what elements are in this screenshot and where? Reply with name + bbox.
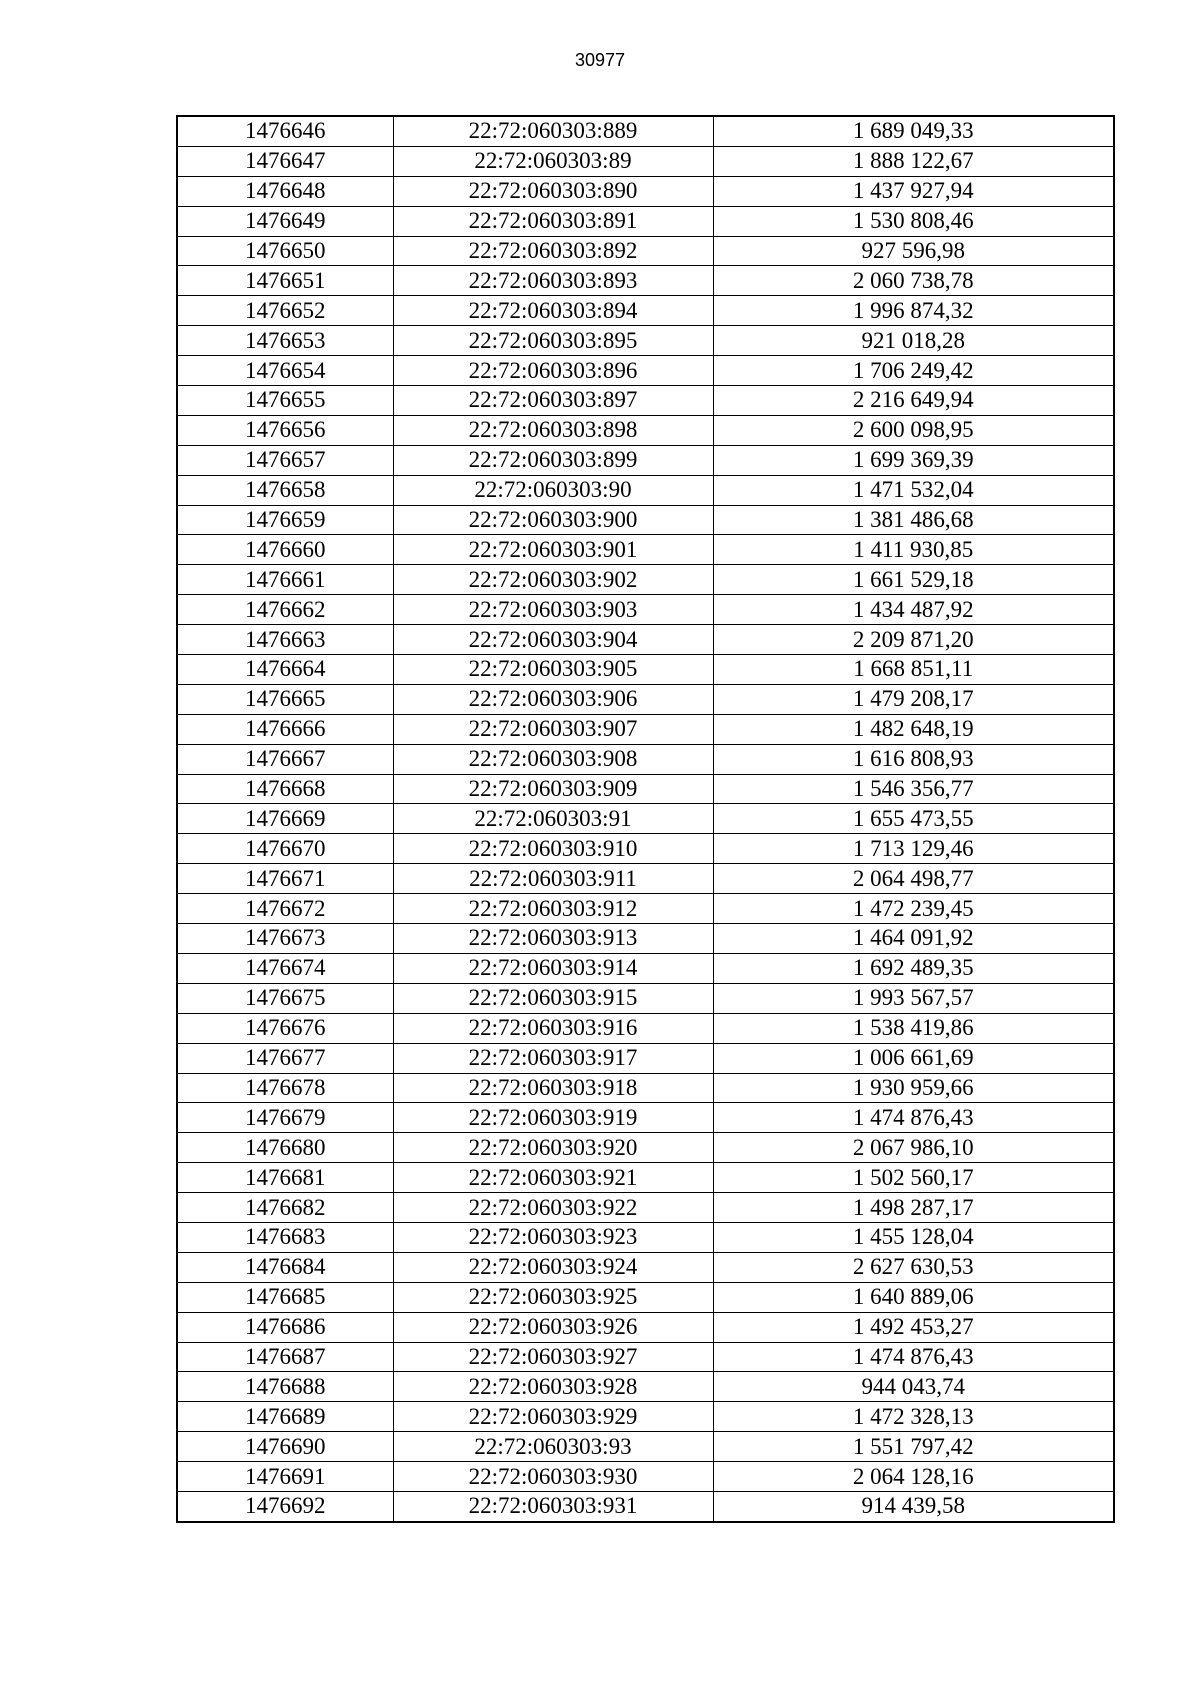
row-number-cell: 1476675 bbox=[177, 983, 393, 1013]
row-number-cell: 1476646 bbox=[177, 116, 393, 146]
cadastral-value-cell: 2 600 098,95 bbox=[713, 415, 1114, 445]
cadastral-value-cell: 1 689 049,33 bbox=[713, 116, 1114, 146]
row-number-cell: 1476679 bbox=[177, 1103, 393, 1133]
cadastral-number-cell: 22:72:060303:927 bbox=[393, 1342, 713, 1372]
row-number-cell: 1476651 bbox=[177, 266, 393, 296]
cadastral-number-cell: 22:72:060303:904 bbox=[393, 625, 713, 655]
row-number-cell: 1476676 bbox=[177, 1013, 393, 1043]
cadastral-value-cell: 1 996 874,32 bbox=[713, 296, 1114, 326]
cadastral-number-cell: 22:72:060303:920 bbox=[393, 1133, 713, 1163]
cadastral-value-cell: 1 464 091,92 bbox=[713, 924, 1114, 954]
cadastral-value-cell: 921 018,28 bbox=[713, 326, 1114, 356]
row-number-cell: 1476682 bbox=[177, 1193, 393, 1223]
table-row bbox=[177, 1013, 1114, 1043]
cadastral-number-cell: 22:72:060303:907 bbox=[393, 714, 713, 744]
table-row bbox=[177, 1282, 1114, 1312]
cadastral-value-cell: 1 474 876,43 bbox=[713, 1342, 1114, 1372]
cadastral-number-cell: 22:72:060303:892 bbox=[393, 236, 713, 266]
cadastral-value-cell: 1 437 927,94 bbox=[713, 176, 1114, 206]
cadastral-value-cell: 1 699 369,39 bbox=[713, 445, 1114, 475]
table-row bbox=[177, 774, 1114, 804]
cadastral-number-cell: 22:72:060303:908 bbox=[393, 744, 713, 774]
table-row bbox=[177, 386, 1114, 416]
table-row bbox=[177, 116, 1114, 146]
table-row bbox=[177, 266, 1114, 296]
row-number-cell: 1476667 bbox=[177, 744, 393, 774]
table-row bbox=[177, 475, 1114, 505]
row-number-cell: 1476655 bbox=[177, 386, 393, 416]
row-number-cell: 1476659 bbox=[177, 505, 393, 535]
cadastral-number-cell: 22:72:060303:894 bbox=[393, 296, 713, 326]
cadastral-number-cell: 22:72:060303:90 bbox=[393, 475, 713, 505]
row-number-cell: 1476660 bbox=[177, 535, 393, 565]
row-number-cell: 1476692 bbox=[177, 1491, 393, 1521]
cadastral-value-cell: 1 616 808,93 bbox=[713, 744, 1114, 774]
cadastral-number-cell: 22:72:060303:921 bbox=[393, 1163, 713, 1193]
row-number-cell: 1476649 bbox=[177, 206, 393, 236]
row-number-cell: 1476686 bbox=[177, 1312, 393, 1342]
cadastral-value-cell: 2 067 986,10 bbox=[713, 1133, 1114, 1163]
cadastral-number-cell: 22:72:060303:917 bbox=[393, 1043, 713, 1073]
table-row bbox=[177, 1402, 1114, 1432]
table-row bbox=[177, 1462, 1114, 1492]
cadastral-value-cell: 2 216 649,94 bbox=[713, 386, 1114, 416]
cadastral-value-cell: 1 502 560,17 bbox=[713, 1163, 1114, 1193]
table-row bbox=[177, 565, 1114, 595]
cadastral-number-cell: 22:72:060303:898 bbox=[393, 415, 713, 445]
row-number-cell: 1476663 bbox=[177, 625, 393, 655]
table-row bbox=[177, 296, 1114, 326]
row-number-cell: 1476691 bbox=[177, 1462, 393, 1492]
page-number: 30977 bbox=[574, 50, 626, 70]
cadastral-number-cell: 22:72:060303:897 bbox=[393, 386, 713, 416]
table-row bbox=[177, 146, 1114, 176]
table-row bbox=[177, 356, 1114, 386]
cadastral-number-cell: 22:72:060303:89 bbox=[393, 146, 713, 176]
cadastral-number-cell: 22:72:060303:896 bbox=[393, 356, 713, 386]
row-number-cell: 1476654 bbox=[177, 356, 393, 386]
cadastral-number-cell: 22:72:060303:901 bbox=[393, 535, 713, 565]
table-row bbox=[177, 684, 1114, 714]
table-row bbox=[177, 206, 1114, 236]
row-number-cell: 1476672 bbox=[177, 894, 393, 924]
cadastral-number-cell: 22:72:060303:889 bbox=[393, 116, 713, 146]
cadastral-number-cell: 22:72:060303:924 bbox=[393, 1252, 713, 1282]
cadastral-value-cell: 944 043,74 bbox=[713, 1372, 1114, 1402]
cadastral-value-cell: 1 706 249,42 bbox=[713, 356, 1114, 386]
row-number-cell: 1476689 bbox=[177, 1402, 393, 1432]
row-number-cell: 1476648 bbox=[177, 176, 393, 206]
cadastral-value-cell: 1 546 356,77 bbox=[713, 774, 1114, 804]
row-number-cell: 1476647 bbox=[177, 146, 393, 176]
cadastral-value-cell: 1 474 876,43 bbox=[713, 1103, 1114, 1133]
table-row bbox=[177, 1163, 1114, 1193]
cadastral-value-cell: 1 479 208,17 bbox=[713, 684, 1114, 714]
cadastral-value-cell: 1 498 287,17 bbox=[713, 1193, 1114, 1223]
row-number-cell: 1476688 bbox=[177, 1372, 393, 1402]
row-number-cell: 1476673 bbox=[177, 924, 393, 954]
row-number-cell: 1476690 bbox=[177, 1432, 393, 1462]
cadastral-number-cell: 22:72:060303:930 bbox=[393, 1462, 713, 1492]
row-number-cell: 1476665 bbox=[177, 684, 393, 714]
table-row bbox=[177, 1222, 1114, 1252]
row-number-cell: 1476666 bbox=[177, 714, 393, 744]
row-number-cell: 1476678 bbox=[177, 1073, 393, 1103]
table-row bbox=[177, 445, 1114, 475]
cadastral-value-cell: 1 471 532,04 bbox=[713, 475, 1114, 505]
cadastral-value-cell: 1 492 453,27 bbox=[713, 1312, 1114, 1342]
table-row bbox=[177, 983, 1114, 1013]
cadastral-value-cell: 1 381 486,68 bbox=[713, 505, 1114, 535]
row-number-cell: 1476657 bbox=[177, 445, 393, 475]
row-number-cell: 1476671 bbox=[177, 864, 393, 894]
row-number-cell: 1476662 bbox=[177, 595, 393, 625]
row-number-cell: 1476674 bbox=[177, 953, 393, 983]
table-row bbox=[177, 804, 1114, 834]
table-row bbox=[177, 744, 1114, 774]
row-number-cell: 1476669 bbox=[177, 804, 393, 834]
cadastral-number-cell: 22:72:060303:910 bbox=[393, 834, 713, 864]
table-row bbox=[177, 834, 1114, 864]
row-number-cell: 1476652 bbox=[177, 296, 393, 326]
cadastral-number-cell: 22:72:060303:899 bbox=[393, 445, 713, 475]
cadastral-number-cell: 22:72:060303:931 bbox=[393, 1491, 713, 1521]
row-number-cell: 1476681 bbox=[177, 1163, 393, 1193]
cadastral-number-cell: 22:72:060303:91 bbox=[393, 804, 713, 834]
cadastral-value-cell: 1 930 959,66 bbox=[713, 1073, 1114, 1103]
cadastral-number-cell: 22:72:060303:895 bbox=[393, 326, 713, 356]
cadastral-value-cell: 1 551 797,42 bbox=[713, 1432, 1114, 1462]
cadastral-number-cell: 22:72:060303:890 bbox=[393, 176, 713, 206]
table-row bbox=[177, 326, 1114, 356]
cadastral-value-cell: 1 888 122,67 bbox=[713, 146, 1114, 176]
cadastral-number-cell: 22:72:060303:923 bbox=[393, 1222, 713, 1252]
table-row bbox=[177, 1193, 1114, 1223]
cadastral-value-cell: 1 713 129,46 bbox=[713, 834, 1114, 864]
table-row bbox=[177, 176, 1114, 206]
cadastral-number-cell: 22:72:060303:913 bbox=[393, 924, 713, 954]
cadastral-value-cell: 1 692 489,35 bbox=[713, 953, 1114, 983]
cadastral-number-cell: 22:72:060303:902 bbox=[393, 565, 713, 595]
row-number-cell: 1476680 bbox=[177, 1133, 393, 1163]
row-number-cell: 1476650 bbox=[177, 236, 393, 266]
cadastral-value-cell: 1 006 661,69 bbox=[713, 1043, 1114, 1073]
row-number-cell: 1476658 bbox=[177, 475, 393, 505]
cadastral-value-cell: 2 064 498,77 bbox=[713, 864, 1114, 894]
cadastral-value-cell: 2 064 128,16 bbox=[713, 1462, 1114, 1492]
table-row bbox=[177, 1312, 1114, 1342]
table-row bbox=[177, 1491, 1114, 1521]
cadastral-number-cell: 22:72:060303:928 bbox=[393, 1372, 713, 1402]
table-row bbox=[177, 924, 1114, 954]
cadastral-number-cell: 22:72:060303:918 bbox=[393, 1073, 713, 1103]
table-row bbox=[177, 1372, 1114, 1402]
cadastral-value-cell: 914 439,58 bbox=[713, 1491, 1114, 1521]
cadastral-number-cell: 22:72:060303:914 bbox=[393, 953, 713, 983]
row-number-cell: 1476683 bbox=[177, 1222, 393, 1252]
table-row bbox=[177, 1342, 1114, 1372]
table-body bbox=[177, 116, 1114, 1522]
cadastral-value-cell: 1 455 128,04 bbox=[713, 1222, 1114, 1252]
table-row bbox=[177, 1252, 1114, 1282]
row-number-cell: 1476677 bbox=[177, 1043, 393, 1073]
row-number-cell: 1476687 bbox=[177, 1342, 393, 1372]
cadastral-value-cell: 2 627 630,53 bbox=[713, 1252, 1114, 1282]
row-number-cell: 1476661 bbox=[177, 565, 393, 595]
row-number-cell: 1476670 bbox=[177, 834, 393, 864]
cadastral-number-cell: 22:72:060303:916 bbox=[393, 1013, 713, 1043]
cadastral-number-cell: 22:72:060303:915 bbox=[393, 983, 713, 1013]
table-row bbox=[177, 625, 1114, 655]
table-row bbox=[177, 864, 1114, 894]
cadastral-value-cell: 1 640 889,06 bbox=[713, 1282, 1114, 1312]
cadastral-value-cell: 1 482 648,19 bbox=[713, 714, 1114, 744]
cadastral-value-cell: 1 472 328,13 bbox=[713, 1402, 1114, 1432]
cadastral-value-cell: 1 434 487,92 bbox=[713, 595, 1114, 625]
cadastral-number-cell: 22:72:060303:925 bbox=[393, 1282, 713, 1312]
cadastral-number-cell: 22:72:060303:919 bbox=[393, 1103, 713, 1133]
table-row bbox=[177, 1432, 1114, 1462]
cadastral-number-cell: 22:72:060303:891 bbox=[393, 206, 713, 236]
cadastral-number-cell: 22:72:060303:900 bbox=[393, 505, 713, 535]
table-row bbox=[177, 953, 1114, 983]
cadastral-number-cell: 22:72:060303:929 bbox=[393, 1402, 713, 1432]
cadastral-value-cell: 1 530 808,46 bbox=[713, 206, 1114, 236]
cadastral-value-cell: 1 411 930,85 bbox=[713, 535, 1114, 565]
table-row bbox=[177, 535, 1114, 565]
table-row bbox=[177, 595, 1114, 625]
cadastral-value-cell: 1 655 473,55 bbox=[713, 804, 1114, 834]
table-row bbox=[177, 894, 1114, 924]
cadastral-value-cell: 2 209 871,20 bbox=[713, 625, 1114, 655]
cadastral-number-cell: 22:72:060303:909 bbox=[393, 774, 713, 804]
cadastral-value-cell: 2 060 738,78 bbox=[713, 266, 1114, 296]
row-number-cell: 1476664 bbox=[177, 655, 393, 685]
table-row bbox=[177, 505, 1114, 535]
cadastral-number-cell: 22:72:060303:906 bbox=[393, 684, 713, 714]
cadastral-value-cell: 1 472 239,45 bbox=[713, 894, 1114, 924]
table-row bbox=[177, 1133, 1114, 1163]
table-row bbox=[177, 714, 1114, 744]
row-number-cell: 1476668 bbox=[177, 774, 393, 804]
table-row bbox=[177, 655, 1114, 685]
table-row bbox=[177, 1043, 1114, 1073]
table-row bbox=[177, 1103, 1114, 1133]
cadastral-number-cell: 22:72:060303:903 bbox=[393, 595, 713, 625]
row-number-cell: 1476653 bbox=[177, 326, 393, 356]
cadastral-number-cell: 22:72:060303:893 bbox=[393, 266, 713, 296]
table-row bbox=[177, 1073, 1114, 1103]
cadastral-number-cell: 22:72:060303:912 bbox=[393, 894, 713, 924]
cadastral-number-cell: 22:72:060303:905 bbox=[393, 655, 713, 685]
cadastral-number-cell: 22:72:060303:93 bbox=[393, 1432, 713, 1462]
cadastral-number-cell: 22:72:060303:922 bbox=[393, 1193, 713, 1223]
cadastral-number-cell: 22:72:060303:911 bbox=[393, 864, 713, 894]
cadastral-value-cell: 1 993 567,57 bbox=[713, 983, 1114, 1013]
table-row bbox=[177, 415, 1114, 445]
cadastral-value-cell: 1 661 529,18 bbox=[713, 565, 1114, 595]
cadastral-value-cell: 1 668 851,11 bbox=[713, 655, 1114, 685]
row-number-cell: 1476684 bbox=[177, 1252, 393, 1282]
cadastral-number-cell: 22:72:060303:926 bbox=[393, 1312, 713, 1342]
cadastral-value-table bbox=[176, 115, 1115, 1523]
row-number-cell: 1476685 bbox=[177, 1282, 393, 1312]
cadastral-value-cell: 1 538 419,86 bbox=[713, 1013, 1114, 1043]
table-row bbox=[177, 236, 1114, 266]
row-number-cell: 1476656 bbox=[177, 415, 393, 445]
cadastral-value-cell: 927 596,98 bbox=[713, 236, 1114, 266]
